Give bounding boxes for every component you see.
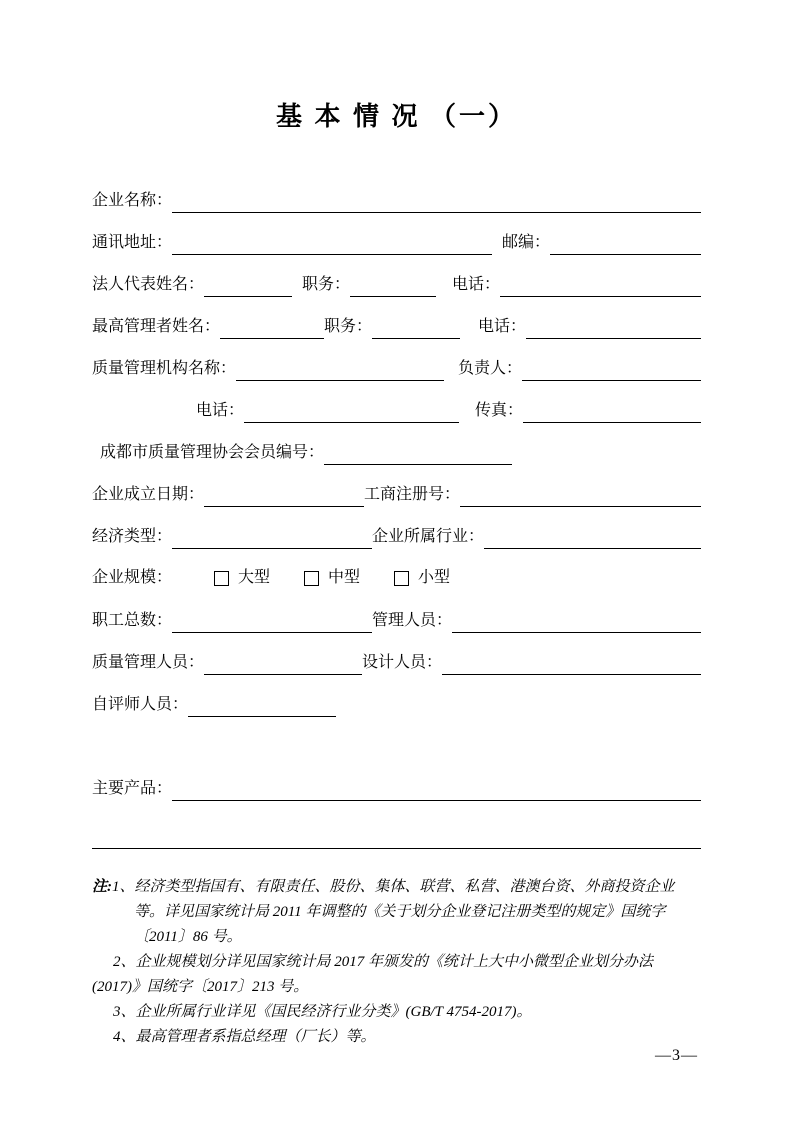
footnote-text: 2、企业规模划分详见国家统计局 2017 年颁发的《统计上大中小微型企业划分办法	[113, 954, 654, 970]
page-content	[0, 100, 794, 1050]
footnote-text: (2017)》国统字〔2017〕213 号。	[92, 979, 309, 995]
field-label: 质量管理人员：	[92, 654, 205, 671]
spacer	[492, 254, 502, 255]
write-in-line[interactable]	[526, 314, 701, 339]
field-label: 邮编：	[502, 234, 551, 251]
footnote-line	[92, 925, 701, 950]
field-label: 设计人员：	[362, 654, 443, 671]
form-row-main-products	[92, 775, 701, 801]
field-label: 经济类型：	[92, 528, 173, 545]
checkbox-option-large	[214, 566, 270, 590]
form-row-company-scale	[92, 565, 701, 591]
footnote-line	[92, 975, 701, 1000]
form-fields	[92, 187, 701, 849]
checkbox-large-icon[interactable]	[214, 571, 229, 586]
checkbox-label: 小型	[418, 569, 451, 586]
field-label: 企业规模：	[92, 569, 173, 586]
write-in-line[interactable]	[172, 524, 372, 549]
write-in-line[interactable]	[220, 314, 324, 339]
spacer	[459, 422, 475, 423]
write-in-line[interactable]	[460, 482, 701, 507]
field-label: 管理人员：	[372, 612, 453, 629]
footnote-line	[92, 950, 701, 975]
form-row-quality-staff-designers	[92, 649, 701, 675]
checkbox-small-icon[interactable]	[394, 571, 409, 586]
form-row-founding-date-registration	[92, 481, 701, 507]
field-label: 电话：	[478, 318, 527, 335]
field-label: 成都市质量管理协会会员编号：	[100, 444, 325, 461]
form-row-top-manager	[92, 313, 701, 339]
form-row-economic-type-industry	[92, 523, 701, 549]
write-in-line[interactable]	[372, 314, 460, 339]
write-in-line[interactable]	[172, 230, 492, 255]
spacer	[292, 296, 302, 297]
field-label: 自评师人员：	[92, 696, 189, 713]
footnote-line	[92, 1025, 701, 1050]
footnotes	[92, 875, 701, 1050]
footnote-text: 3、企业所属行业详见《国民经济行业分类》(GB/T 4754-2017)。	[113, 1004, 532, 1020]
footnote-text: 等。详见国家统计局 2011 年调整的《关于划分企业登记注册类型的规定》国统字	[134, 904, 666, 920]
write-in-line[interactable]	[484, 524, 701, 549]
write-in-line[interactable]	[236, 356, 444, 381]
field-label: 传真：	[475, 402, 524, 419]
form-row-main-products-line2	[92, 823, 701, 849]
form-row-company-name	[92, 187, 701, 213]
write-in-line[interactable]	[188, 692, 336, 717]
write-in-line[interactable]	[244, 398, 459, 423]
form-row-association-member-no	[92, 439, 701, 465]
field-label: 企业名称：	[92, 192, 173, 209]
footnote-text: 4、最高管理者系指总经理（厂长）等。	[113, 1029, 376, 1045]
write-in-line[interactable]	[442, 650, 701, 675]
checkbox-label: 中型	[328, 569, 361, 586]
field-label: 职工总数：	[92, 612, 173, 629]
write-in-line[interactable]	[324, 440, 512, 465]
write-in-line[interactable]	[172, 608, 372, 633]
footnote-text: 1、经济类型指国有、有限责任、股份、集体、联营、私营、港澳台资、外商投资企业	[112, 879, 675, 895]
write-in-line[interactable]	[92, 824, 701, 849]
spacer	[436, 296, 452, 297]
spacer	[460, 338, 478, 339]
checkbox-option-small	[394, 566, 450, 590]
field-label: 工商注册号：	[364, 486, 461, 503]
page-title: 基 本 情 况 （一）	[275, 102, 517, 131]
field-label: 负责人：	[458, 360, 523, 377]
write-in-line[interactable]	[204, 482, 364, 507]
footnote-line	[92, 875, 701, 900]
write-in-line[interactable]	[523, 398, 701, 423]
form-row-dept-phone-fax	[92, 397, 701, 423]
footnote-line	[92, 1000, 701, 1025]
spacer	[92, 464, 100, 465]
write-in-line[interactable]	[550, 230, 701, 255]
write-in-line[interactable]	[204, 272, 292, 297]
field-label: 电话：	[452, 276, 501, 293]
form-row-total-staff-managers	[92, 607, 701, 633]
checkbox-medium-icon[interactable]	[304, 571, 319, 586]
field-label: 主要产品：	[92, 780, 173, 797]
field-label: 通讯地址：	[92, 234, 173, 251]
field-label: 质量管理机构名称：	[92, 360, 237, 377]
footnote-text: 〔2011〕86 号。	[134, 929, 242, 945]
field-label: 职务：	[324, 318, 373, 335]
checkbox-option-medium	[304, 566, 360, 590]
field-label: 企业所属行业：	[372, 528, 485, 545]
page-number: —3—	[655, 1047, 698, 1064]
field-label: 电话：	[196, 402, 245, 419]
write-in-line[interactable]	[204, 650, 362, 675]
write-in-line[interactable]	[500, 272, 701, 297]
field-label: 最高管理者姓名：	[92, 318, 221, 335]
checkbox-label: 大型	[238, 569, 271, 586]
write-in-line[interactable]	[522, 356, 701, 381]
footnote-prefix: 注:	[92, 879, 112, 895]
write-in-line[interactable]	[172, 776, 701, 801]
write-in-line[interactable]	[172, 188, 701, 213]
form-row-self-assessors	[92, 691, 701, 717]
form-row-legal-representative	[92, 271, 701, 297]
spacer	[444, 380, 458, 381]
form-row-address-postcode	[92, 229, 701, 255]
write-in-line[interactable]	[452, 608, 701, 633]
form-row-quality-dept	[92, 355, 701, 381]
field-label: 企业成立日期：	[92, 486, 205, 503]
field-label: 法人代表姓名：	[92, 276, 205, 293]
field-label: 职务：	[302, 276, 351, 293]
write-in-line[interactable]	[350, 272, 436, 297]
footnote-line	[92, 900, 701, 925]
